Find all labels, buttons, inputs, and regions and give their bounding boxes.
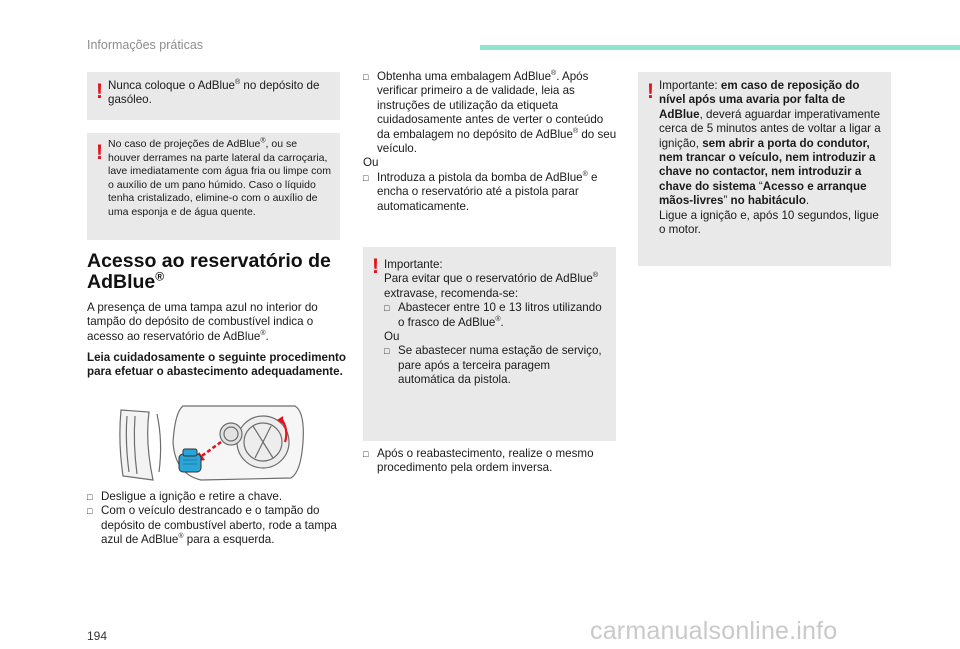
warning-box-1: ! Nunca coloque o AdBlue® no depósito de gasóleo. (87, 72, 340, 120)
checkbox-square-icon: □ (384, 346, 390, 357)
checkbox-square-icon: □ (87, 492, 93, 502)
warning-box-3: ! Importante: Para evitar que o reservatório de AdBlue® extravase, recomenda-se: □ Abastecer entre 10 e 13 litros utilizando o frasco de AdBlue®. Ou □ Se abastecer numa estação de serviço, pare após a terceira paragem automática da pistola. (363, 247, 616, 441)
list-item: □ Com o veículo destrancado e o tampão do depósito de combustível aberto, rode a tampa azul de AdBlue® para a esquerda. (87, 504, 337, 547)
checkbox-square-icon: □ (384, 303, 390, 314)
list-item: □ Abastecer entre 10 e 13 litros utilizando o frasco de AdBlue®. (384, 301, 602, 329)
list-item: □ Após o reabastecimento, realize o mesmo procedimento pela ordem inversa. (363, 447, 594, 475)
warning-icon: ! (647, 80, 654, 103)
header-accent-bar (480, 45, 960, 50)
checkbox-square-icon: □ (363, 72, 369, 82)
section-heading: Acesso ao reservatório de AdBlue® (87, 250, 331, 293)
checkbox-square-icon: □ (363, 449, 369, 459)
list-item: □ Se abastecer numa estação de serviço, pare após a terceira paragem automática da pistola. (384, 344, 602, 387)
checkbox-square-icon: □ (363, 172, 369, 183)
list-item: □ Desligue a ignição e retire a chave. (87, 490, 283, 503)
warning-box-2: ! No caso de projeções de AdBlue®, ou se houver derrames na parte lateral da carroçaria, lave imediatamente com água fria ou limpe com o auxílio de um pano húmido. Caso o líquido tenha cristalizado, elimine-o com o auxílio de uma esponja e de água quente. (87, 133, 340, 240)
intro-paragraph: A presença de uma tampa azul no interior do tampão do depósito de combustível indica o acesso ao reservatório de AdBlue®. (87, 301, 318, 343)
watermark: carmanualsonline.info (590, 617, 838, 645)
checkbox-square-icon: □ (87, 506, 93, 517)
list-item: □ Introduza a pistola da bomba de AdBlue® e encha o reservatório até a pistola parar automaticamente. (363, 170, 598, 213)
header-title: Informações práticas (87, 38, 204, 52)
warning-box-4: ! Importante: em caso de reposição do nível após uma avaria por falta de AdBlue, deverá aguardar imperativamente cerca de 5 minutos antes de voltar a ligar a ignição, sem abrir a porta do condutor, nem trancar o veículo, nem introduzir a chave no contactor, nem introduzir a chave do sistema “Acesso e arranque mãos-livres” no habitáculo. Ligue a ignição e, após 10 segundos, ligue o motor. (638, 72, 891, 266)
warning-icon: ! (372, 255, 379, 278)
steps-list-3 (363, 447, 617, 476)
fuel-flap-illustration (113, 402, 309, 484)
page-number: 194 (87, 629, 108, 643)
or-separator: Ou (363, 156, 379, 170)
list-item: □ Obtenha uma embalagem AdBlue®. Após verificar primeiro a de validade, leia as instruções de utilização da etiqueta cuidadosamente antes de verter o conteúdo da embalagem no depósito de AdBlue® do seu veículo. (363, 70, 617, 156)
warning-icon: ! (96, 80, 103, 103)
procedure-note: Leia cuidadosamente o seguinte procedimento para efetuar o abastecimento adequadamente. (87, 351, 346, 379)
steps-list-1 (87, 490, 349, 548)
steps-list-2 (363, 70, 617, 214)
warning-icon: ! (96, 141, 103, 164)
